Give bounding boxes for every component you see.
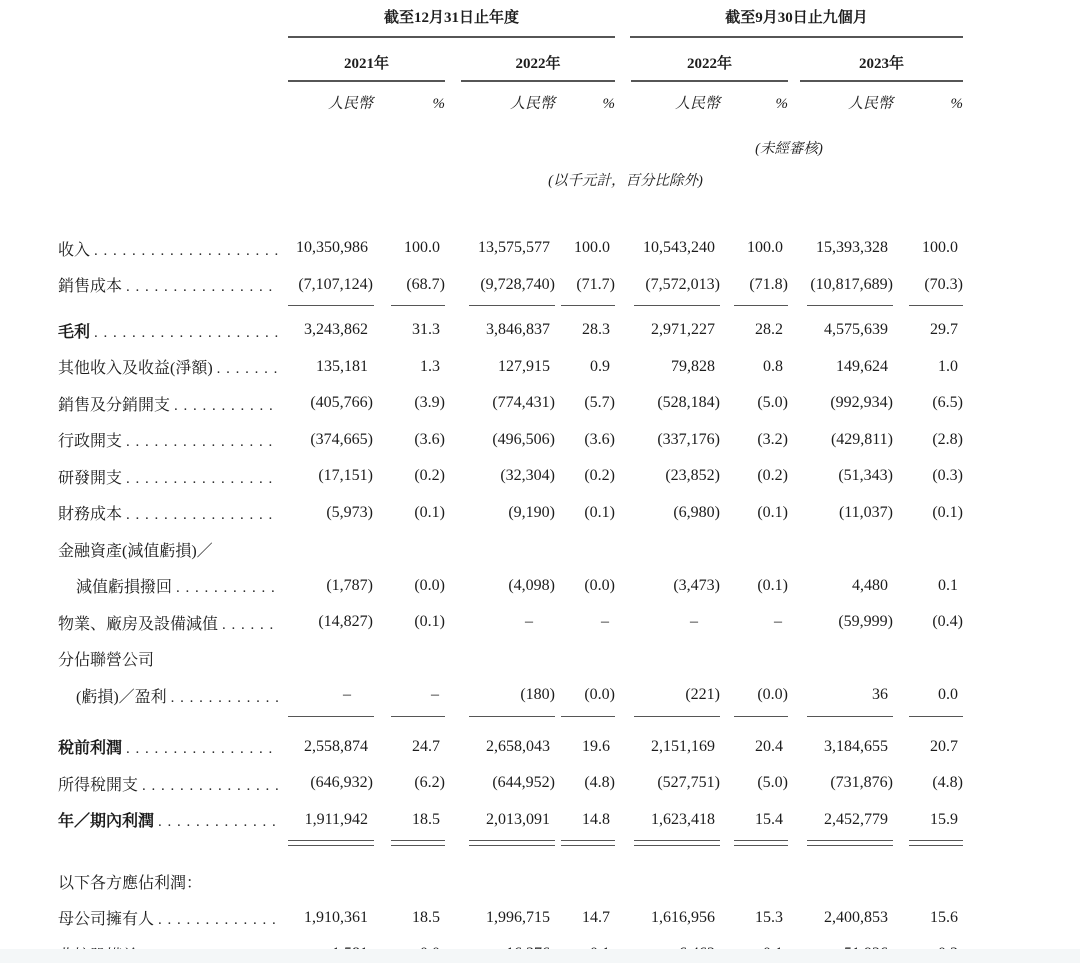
value-cell: (71.8): [749, 275, 788, 293]
value-cell: (4,098): [508, 576, 555, 594]
value-cell: (5,973): [326, 503, 373, 521]
value-cell: 3,846,837: [486, 321, 550, 339]
rule-line: [909, 716, 963, 717]
rule-line: [807, 305, 893, 306]
unaudited-note-row: [58, 116, 963, 160]
value-cell: 1,623,418: [651, 810, 715, 828]
period-group-year-ended: 截至12月31日止年度: [288, 7, 615, 38]
row-label-text: 銷售及分銷開支: [58, 396, 171, 414]
table-row: [58, 604, 963, 641]
financial-statement-page: [0, 6, 1080, 963]
value-cell: –: [525, 613, 533, 631]
table-row: [58, 863, 963, 900]
value-cell: (7,572,013): [645, 275, 720, 293]
percent-label: %: [775, 96, 788, 112]
value-cell: (0.0): [414, 576, 445, 594]
value-cell: 13,575,577: [478, 239, 550, 257]
dot-leader: [126, 506, 278, 524]
value-cell: 28.3: [582, 321, 610, 339]
row-label: [58, 574, 288, 597]
value-cell: (3,473): [673, 576, 720, 594]
value-cell: (5.0): [757, 774, 788, 792]
value-cell: (429,811): [830, 430, 893, 448]
year-2023-9m: 2023年: [800, 54, 963, 82]
value-cell: 3,243,862: [304, 321, 368, 339]
rule-line: [807, 840, 893, 846]
units-note: (以千元計，百分比除外): [548, 173, 703, 189]
value-cell: (10,817,689): [810, 275, 893, 293]
value-cell: (1,787): [326, 576, 373, 594]
value-cell: 24.7: [412, 737, 440, 755]
rule-line: [288, 840, 374, 846]
value-cell: 1,996,715: [486, 908, 550, 926]
value-cell: 18.5: [412, 810, 440, 828]
value-cell: (6,980): [673, 503, 720, 521]
rule-line: [391, 305, 445, 306]
table-row: [58, 729, 963, 766]
row-label-text: 所得稅開支: [58, 776, 139, 794]
row-label: [58, 501, 288, 524]
value-cell: 10,543,240: [643, 239, 715, 257]
currency-label: 人民幣: [847, 96, 893, 112]
currency-label: 人民幣: [327, 96, 373, 112]
value-cell: (7,107,124): [298, 275, 373, 293]
row-label-text: 物業、廠房及設備減值: [58, 615, 219, 633]
value-cell: (527,751): [657, 774, 720, 792]
value-cell: (0.1): [584, 503, 615, 521]
value-cell: (3.6): [414, 430, 445, 448]
row-label: [58, 735, 288, 758]
value-cell: (3.2): [757, 430, 788, 448]
value-cell: (731,876): [830, 774, 893, 792]
value-cell: 20.7: [930, 737, 958, 755]
value-cell: –: [343, 686, 351, 704]
value-cell: (0.1): [414, 613, 445, 631]
value-cell: (17,151): [318, 467, 373, 485]
rule-line: [391, 840, 445, 846]
dot-leader: [126, 433, 278, 451]
value-cell: (4.8): [584, 774, 615, 792]
row-label: [58, 906, 288, 929]
table-row: [58, 765, 963, 802]
value-cell: 1,616,956: [651, 908, 715, 926]
dot-leader: [174, 397, 278, 415]
value-cell: 10,350,986: [296, 239, 368, 257]
year-2022: 2022年: [461, 54, 615, 82]
value-cell: (0.3): [932, 467, 963, 485]
row-label-text: 毛利: [58, 323, 91, 341]
value-cell: (6.5): [932, 394, 963, 412]
value-cell: 15.4: [755, 810, 783, 828]
table-row: [58, 349, 963, 386]
value-cell: (5.0): [757, 394, 788, 412]
currency-label: 人民幣: [509, 96, 555, 112]
value-cell: 2,452,779: [824, 810, 888, 828]
value-cell: 1.3: [420, 357, 440, 375]
table-row: [58, 385, 963, 422]
value-cell: (4.8): [932, 774, 963, 792]
value-cell: 2,658,043: [486, 737, 550, 755]
value-cell: (496,506): [492, 430, 555, 448]
value-cell: –: [690, 613, 698, 631]
value-cell: (0.0): [757, 686, 788, 704]
rule-line: [561, 716, 615, 717]
row-label-text: 母公司擁有人: [58, 911, 155, 929]
value-cell: (70.3): [924, 275, 963, 293]
rule-line: [288, 716, 374, 717]
value-cell: 2,013,091: [486, 810, 550, 828]
value-cell: 15.9: [930, 810, 958, 828]
value-cell: (9,728,740): [480, 275, 555, 293]
rule-line: [909, 305, 963, 306]
row-label: [58, 237, 288, 260]
dot-leader: [126, 470, 278, 488]
value-cell: 3,184,655: [824, 737, 888, 755]
value-cell: 4,575,639: [824, 321, 888, 339]
value-cell: 36: [872, 686, 888, 704]
value-cell: 0.8: [763, 357, 783, 375]
value-cell: 2,400,853: [824, 908, 888, 926]
value-cell: 0.1: [938, 576, 958, 594]
row-label-text: 行政開支: [58, 433, 123, 451]
value-cell: 1.0: [938, 357, 958, 375]
income-statement-table: [58, 6, 963, 973]
rule-line: [469, 840, 555, 846]
row-label: [58, 538, 288, 561]
value-cell: 19.6: [582, 737, 610, 755]
column-unit-header-row: [58, 82, 963, 116]
percent-label: %: [602, 96, 615, 112]
value-cell: 79,828: [671, 357, 715, 375]
rule-line: [734, 305, 788, 306]
percent-label: %: [950, 96, 963, 112]
dot-leader: [171, 689, 278, 707]
subtotal-rule-row: [58, 303, 963, 312]
value-cell: (0.4): [932, 613, 963, 631]
rule-line: [561, 840, 615, 846]
row-label: [58, 273, 288, 296]
rule-line: [469, 305, 555, 306]
row-label-text: 減值虧損撥回: [76, 579, 173, 597]
value-cell: (0.1): [414, 503, 445, 521]
value-cell: (0.2): [757, 467, 788, 485]
table-body: [58, 230, 963, 973]
rule-line: [734, 716, 788, 717]
period-group-nine-months: 截至9月30日止九個月: [630, 7, 963, 38]
row-label: [58, 647, 288, 670]
table-row: [58, 267, 963, 304]
value-cell: (51,343): [838, 467, 893, 485]
value-cell: (9,190): [508, 503, 555, 521]
row-label-text: 財務成本: [58, 506, 123, 524]
value-cell: 15,393,328: [816, 239, 888, 257]
subtotal-rule-row: [58, 714, 963, 723]
row-label: [58, 465, 288, 488]
units-note-row: [58, 160, 963, 192]
percent-label: %: [432, 96, 445, 112]
value-cell: 2,151,169: [651, 737, 715, 755]
table-row: [58, 531, 963, 568]
value-cell: 28.2: [755, 321, 783, 339]
row-label-text: 收入: [58, 241, 91, 259]
value-cell: (992,934): [830, 394, 893, 412]
rule-line: [909, 840, 963, 846]
dot-leader: [126, 740, 278, 758]
value-cell: 14.8: [582, 810, 610, 828]
value-cell: 100.0: [574, 239, 610, 257]
value-cell: (23,852): [665, 467, 720, 485]
value-cell: 0.9: [590, 357, 610, 375]
value-cell: 1,911,942: [304, 810, 368, 828]
row-label: [58, 808, 288, 831]
table-row: [58, 568, 963, 605]
page-bottom-strip: [0, 949, 1080, 963]
value-cell: (646,932): [310, 774, 373, 792]
value-cell: 18.5: [412, 908, 440, 926]
value-cell: 149,624: [836, 357, 888, 375]
value-cell: 15.6: [930, 908, 958, 926]
row-label-text: 其他收入及收益(淨額): [58, 360, 213, 378]
double-total-rule-row: [58, 838, 963, 853]
dot-leader: [158, 813, 278, 831]
table-row: [58, 641, 963, 678]
value-cell: 100.0: [747, 239, 783, 257]
dot-leader: [222, 616, 278, 634]
row-label-text: (虧損)／盈利: [76, 688, 167, 706]
rule-line: [634, 716, 720, 717]
row-label: [58, 611, 288, 634]
value-cell: (0.0): [584, 576, 615, 594]
value-cell: (405,766): [310, 394, 373, 412]
value-cell: (5.7): [584, 394, 615, 412]
value-cell: 2,558,874: [304, 737, 368, 755]
value-cell: 1,910,361: [304, 908, 368, 926]
value-cell: (59,999): [838, 613, 893, 631]
year-header-row: [58, 38, 963, 82]
value-cell: 14.7: [582, 908, 610, 926]
table-row: [58, 677, 963, 714]
value-cell: 20.4: [755, 737, 783, 755]
row-label: [58, 772, 288, 795]
value-cell: (221): [685, 686, 720, 704]
value-cell: (71.7): [576, 275, 615, 293]
value-cell: 100.0: [922, 239, 958, 257]
value-cell: (0.1): [757, 576, 788, 594]
dot-leader: [217, 360, 278, 378]
value-cell: (180): [520, 686, 555, 704]
value-cell: (68.7): [406, 275, 445, 293]
row-label: [58, 684, 288, 707]
value-cell: –: [774, 613, 782, 631]
rule-line: [634, 840, 720, 846]
period-group-header-row: [58, 6, 963, 38]
value-cell: 2,971,227: [651, 321, 715, 339]
rule-line: [634, 305, 720, 306]
table-row: [58, 230, 963, 267]
value-cell: (374,665): [310, 430, 373, 448]
rule-line: [734, 840, 788, 846]
value-cell: (2.8): [932, 430, 963, 448]
rule-line: [391, 716, 445, 717]
row-label-text: 金融資產(減值虧損)／: [58, 542, 213, 560]
rule-line: [807, 716, 893, 717]
year-2021: 2021年: [288, 54, 445, 82]
value-cell: (32,304): [500, 467, 555, 485]
value-cell: (0.1): [757, 503, 788, 521]
value-cell: –: [431, 686, 439, 704]
value-cell: 31.3: [412, 321, 440, 339]
value-cell: (0.1): [932, 503, 963, 521]
dot-leader: [142, 777, 278, 795]
row-label-text: 年／期內利潤: [58, 813, 155, 831]
value-cell: (0.2): [414, 467, 445, 485]
value-cell: 0.0: [938, 686, 958, 704]
rule-line: [561, 305, 615, 306]
dot-leader: [94, 324, 278, 342]
year-2022-9m: 2022年: [631, 54, 788, 82]
rule-line: [288, 305, 374, 306]
table-row: [58, 495, 963, 532]
row-label: [58, 355, 288, 378]
value-cell: (6.2): [414, 774, 445, 792]
row-label: [58, 392, 288, 415]
value-cell: 127,915: [498, 357, 550, 375]
value-cell: (0.2): [584, 467, 615, 485]
dot-leader: [126, 278, 278, 296]
value-cell: (3.6): [584, 430, 615, 448]
table-row: [58, 802, 963, 839]
value-cell: –: [601, 613, 609, 631]
table-row: [58, 458, 963, 495]
dot-leader: [158, 911, 278, 929]
value-cell: (11,037): [838, 503, 893, 521]
row-label-text: 研發開支: [58, 469, 123, 487]
currency-label: 人民幣: [674, 96, 720, 112]
row-label: [58, 870, 288, 893]
value-cell: (528,184): [657, 394, 720, 412]
value-cell: 4,480: [852, 576, 888, 594]
value-cell: 15.3: [755, 908, 783, 926]
value-cell: (14,827): [318, 613, 373, 631]
row-label-text: 稅前利潤: [58, 740, 123, 758]
row-label: [58, 319, 288, 342]
rule-line: [469, 716, 555, 717]
value-cell: (774,431): [492, 394, 555, 412]
row-label: [58, 428, 288, 451]
value-cell: 100.0: [404, 239, 440, 257]
unaudited-note: (未經審核): [755, 141, 823, 157]
row-label-text: 以下各方應佔利潤：: [58, 874, 203, 892]
value-cell: (644,952): [492, 774, 555, 792]
table-row: [58, 900, 963, 937]
value-cell: (3.9): [414, 394, 445, 412]
table-row: [58, 422, 963, 459]
table-row: [58, 312, 963, 349]
dot-leader: [94, 242, 278, 260]
value-cell: (337,176): [657, 430, 720, 448]
row-label-text: 分佔聯營公司: [58, 652, 155, 670]
value-cell: 29.7: [930, 321, 958, 339]
value-cell: 135,181: [316, 357, 368, 375]
row-label-text: 銷售成本: [58, 278, 123, 296]
dot-leader: [176, 579, 278, 597]
value-cell: (0.0): [584, 686, 615, 704]
